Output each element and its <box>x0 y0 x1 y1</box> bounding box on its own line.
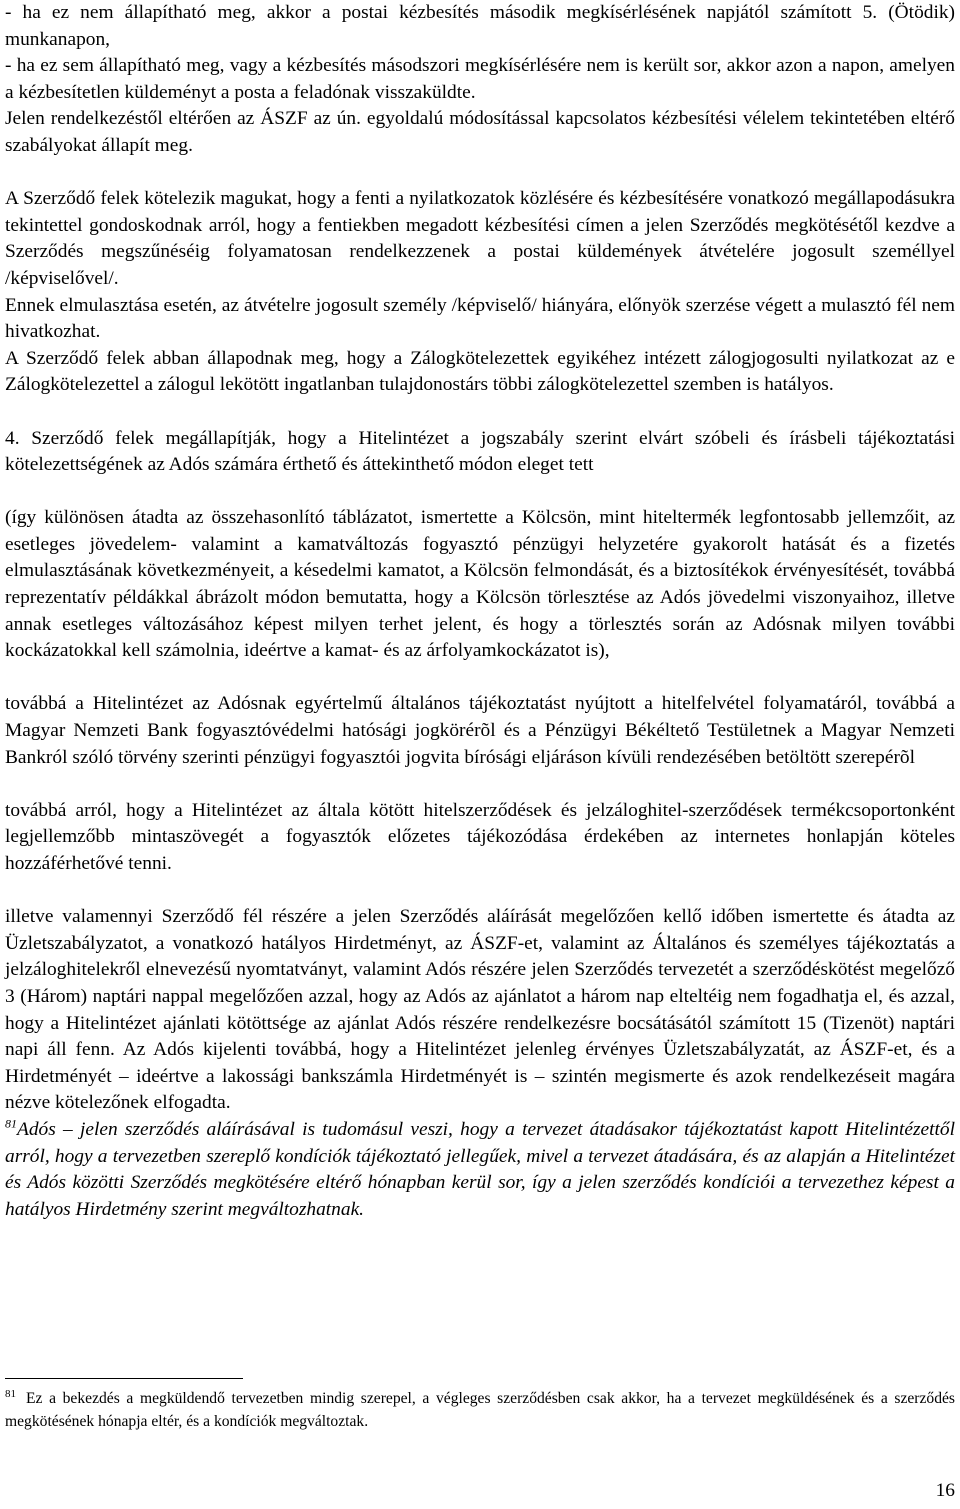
paragraph-omission: Ennek elmulasztása esetén, az átvételre jogosult személy /képviselő/ hiányára, előnyök szerzése végett a mulasztó fél nem hivatkozhat. <box>5 294 955 343</box>
paragraph-information-details: (így különösen átadta az összehasonlító táblázatot, ismertette a Kölcsön, mint hiteltermék legfontosabb jellemzőit, az esetleges jövedelem- valamint a kamatváltozás fogyasztó pénzügyi helyzetére gyakorolt hatását és a fizetés elmulasztásának következményeit, a késedelmi kamatot, a Kölcsön felmondását, és a biztosítékok érvényesítését, továbbá reprezentatív példákkal ábrázolt módon bemutatta, hogy a Kölcsön törlesztése az Adós jövedelmi viszonyaihoz, illetve annak esetleges változásához képest milyen terhet jelent, és hogy a törlesztés során az Adósnak milyen további kockázatokkal kell számolnia, ideértve a kamat- és az árfolyamkockázatot is), <box>5 507 955 662</box>
paragraph-section-4: 4. Szerződő felek megállapítják, hogy a Hitelintézet a jogszabály szerint elvárt szóbeli és írásbeli tájékoztatási kötelezettségének az Adós számára érthető és áttekinthető módon eleget tett <box>5 427 955 476</box>
paragraph-delivery-rule-1: - ha ez nem állapítható meg, akkor a postai kézbesítés második megkísérlésének napjától számított 5. (Ötödik) munkanapon, <box>5 2 955 50</box>
paragraph-documents-handover: illetve valamennyi Szerződő fél részére a jelen Szerződés aláírását megelőzően kellő időben ismertette és átadta az Üzletszabályzatot, a vonatkozó hatályos Hirdetményt, az ÁSZF-et, valamint az Általános és személyes tájékoztatás a jelzáloghitelekről elnevezésű nyomtatványt, valamint Adós részére jelen Szerződés tervezetét a szerződéskötést megelőző 3 (Három) naptári nappal megelőzően azzal, hogy az Adós az ajánlatot a három nap elteltéig nem fogadhatja el, és azzal, hogy a Hitelintézet ajánlati kötöttsége az ajánlat Adós részére rendelkezésre bocsátásától számított 15 (Tizenöt) naptári napi áll fenn. Az Adós kijelenti továbbá, hogy a Hitelintézet jelenleg érvényes Üzletszabályzatát, az ÁSZF-et, és a Hirdetményét – ideértve a lakossági bankszámla Hirdetményét is – szintén megismerte és azok rendelkezéseit magára nézve kötelezőnek elfogadta. <box>5 906 955 1114</box>
footnote-separator <box>5 1378 243 1379</box>
paragraph-draft-conditions <box>5 1117 955 1223</box>
spacer <box>5 399 955 426</box>
paragraph-delivery-rule-2: - ha ez sem állapítható meg, vagy a kézbesítés másodszori megkísérlésére nem is került sor, akkor azon a napon, amelyen a kézbesítetlen küldeményt a posta a feladónak visszaküldte. <box>5 55 955 103</box>
spacer <box>5 479 955 506</box>
footnote-number: 81 <box>5 1387 16 1400</box>
paragraph-pledgor-declaration: A Szerződő felek abban állapodnak meg, hogy a Zálogkötelezettek egyikéhez intézett zálogjogosulti nyilatkozat az e Zálogkötelezettel a zálogul lekötött ingatlanban tulajdonostárs többi zálogkötelezettel szemben is hatályos. <box>5 347 955 396</box>
paragraph-delivery-address: A Szerződő felek kötelezik magukat, hogy a fenti a nyilatkozatok közlésére és kézbesítésére vonatkozó megállapodásukra tekintettel gondoskodnak arról, hogy a fentiekben megadott kézbesítési címen a jelen Szerződés megkötésétől kezdve a Szerződés megszűnéséig folyamatosan rendelkezzenek a postai küldemények átvételére jogosult személlyel /képviselővel/. <box>5 188 955 289</box>
page-number: 16 <box>935 1480 955 1501</box>
paragraph-aszf-exception: Jelen rendelkezéstől eltérően az ÁSZF az ún. egyoldalú módosítással kapcsolatos kézbesítési vélelem tekintetében eltérő szabályokat állapít meg. <box>5 108 955 156</box>
draft-conditions-text: Adós – jelen szerződés aláírásával is tudomásul veszi, hogy a tervezet átadásakor tájékoztatást kapott Hitelintézettől arról, hogy a tervezetben szereplő kondíciók tájékoztató jellegűek, mivel a tervezet átadására, és az alapján a Hitelintézet és Adós közötti Szerződés megkötésére eltérő hónapban kerül sor, így a jelen szerződés kondíciói a tervezethez képest a hatályos Hirdetmény szerint megváltozhatnak. <box>5 1118 955 1220</box>
paragraph-general-information: továbbá a Hitelintézet az Adósnak egyértelmű általános tájékoztatást nyújtott a hitelfelvétel folyamatáról, továbbá a Magyar Nemzeti Bank fogyasztóvédelmi hatósági jogkörérõl és a Pénzügyi Békéltető Testületnek a Magyar Nemzeti Bankról szóló törvény szerinti pénzügyi fogyasztói jogvita bírósági eljáráson kívüli rendezésében betöltött szerepérõl <box>5 693 955 768</box>
spacer <box>5 665 955 692</box>
footnote <box>5 1388 955 1433</box>
document-page <box>5 0 955 1223</box>
spacer <box>5 878 955 905</box>
footnote-reference[interactable]: 81 <box>5 1116 17 1131</box>
paragraph-sample-texts: továbbá arról, hogy a Hitelintézet az általa kötött hitelszerződések és jelzáloghitel-szerződések termékcsoportonként legjellemzőbb mintaszövegét a fogyasztók előzetes tájékozódása érdekében az internetes honlapján köteles hozzáférhetővé tenni. <box>5 799 955 874</box>
spacer <box>5 771 955 798</box>
spacer <box>5 160 955 187</box>
footnote-text: Ez a bekezdés a megküldendő tervezetben mindig szerepel, a végleges szerződésben csak akkor, ha a tervezet megküldésének és a szerződés megkötésének hónapja eltér, és a kondíciók megváltoztak. <box>5 1390 955 1430</box>
